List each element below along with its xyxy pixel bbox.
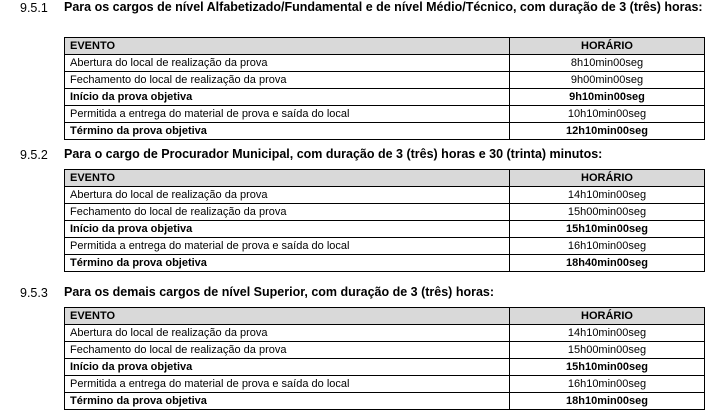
time-cell: 18h40min00seg — [510, 255, 705, 272]
event-cell: Início da prova objetiva — [65, 89, 510, 106]
time-cell: 15h10min00seg — [510, 359, 705, 376]
time-cell: 14h10min00seg — [510, 325, 705, 342]
event-cell: Permitida a entrega do material de prova e saída do local — [65, 238, 510, 255]
section-heading: Para o cargo de Procurador Municipal, com duração de 3 (três) horas e 30 (trinta) minutos: — [64, 147, 603, 161]
event-cell: Término da prova objetiva — [65, 123, 510, 140]
section-number: 9.5.2 — [20, 148, 48, 162]
table-row — [65, 72, 705, 89]
table-row — [65, 393, 705, 410]
time-cell: 16h10min00seg — [510, 376, 705, 393]
time-cell: 9h00min00seg — [510, 72, 705, 89]
schedule-table — [64, 307, 705, 410]
table-row — [65, 359, 705, 376]
event-cell: Fechamento do local de realização da prova — [65, 342, 510, 359]
time-cell: 10h10min00seg — [510, 106, 705, 123]
event-cell: Término da prova objetiva — [65, 255, 510, 272]
table-row — [65, 123, 705, 140]
time-cell: 12h10min00seg — [510, 123, 705, 140]
table-row — [65, 187, 705, 204]
header-evento: EVENTO — [65, 308, 510, 325]
header-horario: HORÁRIO — [510, 170, 705, 187]
time-cell: 15h00min00seg — [510, 342, 705, 359]
time-cell: 16h10min00seg — [510, 238, 705, 255]
table-row — [65, 238, 705, 255]
time-cell: 15h00min00seg — [510, 204, 705, 221]
event-cell: Término da prova objetiva — [65, 393, 510, 410]
event-cell: Fechamento do local de realização da prova — [65, 204, 510, 221]
table-row — [65, 106, 705, 123]
section-number: 9.5.1 — [20, 1, 48, 15]
table-header-row — [65, 170, 705, 187]
table-row — [65, 342, 705, 359]
section-number: 9.5.3 — [20, 286, 48, 300]
event-cell: Início da prova objetiva — [65, 221, 510, 238]
table-row — [65, 376, 705, 393]
time-cell: 15h10min00seg — [510, 221, 705, 238]
time-cell: 14h10min00seg — [510, 187, 705, 204]
table-header-row — [65, 308, 705, 325]
time-cell: 18h10min00seg — [510, 393, 705, 410]
table-row — [65, 55, 705, 72]
event-cell: Fechamento do local de realização da prova — [65, 72, 510, 89]
time-cell: 9h10min00seg — [510, 89, 705, 106]
schedule-table — [64, 37, 705, 140]
header-horario: HORÁRIO — [510, 38, 705, 55]
table-row — [65, 325, 705, 342]
section-heading: Para os cargos de nível Alfabetizado/Fundamental e de nível Médio/Técnico, com duração de 3 (três) horas: — [64, 0, 703, 14]
table-row — [65, 89, 705, 106]
event-cell: Permitida a entrega do material de prova e saída do local — [65, 106, 510, 123]
section-heading: Para os demais cargos de nível Superior, com duração de 3 (três) horas: — [64, 285, 495, 299]
table-header-row — [65, 38, 705, 55]
table-row — [65, 255, 705, 272]
event-cell: Abertura do local de realização da prova — [65, 55, 510, 72]
schedule-table — [64, 169, 705, 272]
table-row — [65, 204, 705, 221]
event-cell: Início da prova objetiva — [65, 359, 510, 376]
header-evento: EVENTO — [65, 38, 510, 55]
event-cell: Abertura do local de realização da prova — [65, 325, 510, 342]
header-evento: EVENTO — [65, 170, 510, 187]
header-horario: HORÁRIO — [510, 308, 705, 325]
event-cell: Abertura do local de realização da prova — [65, 187, 510, 204]
table-row — [65, 221, 705, 238]
time-cell: 8h10min00seg — [510, 55, 705, 72]
event-cell: Permitida a entrega do material de prova e saída do local — [65, 376, 510, 393]
